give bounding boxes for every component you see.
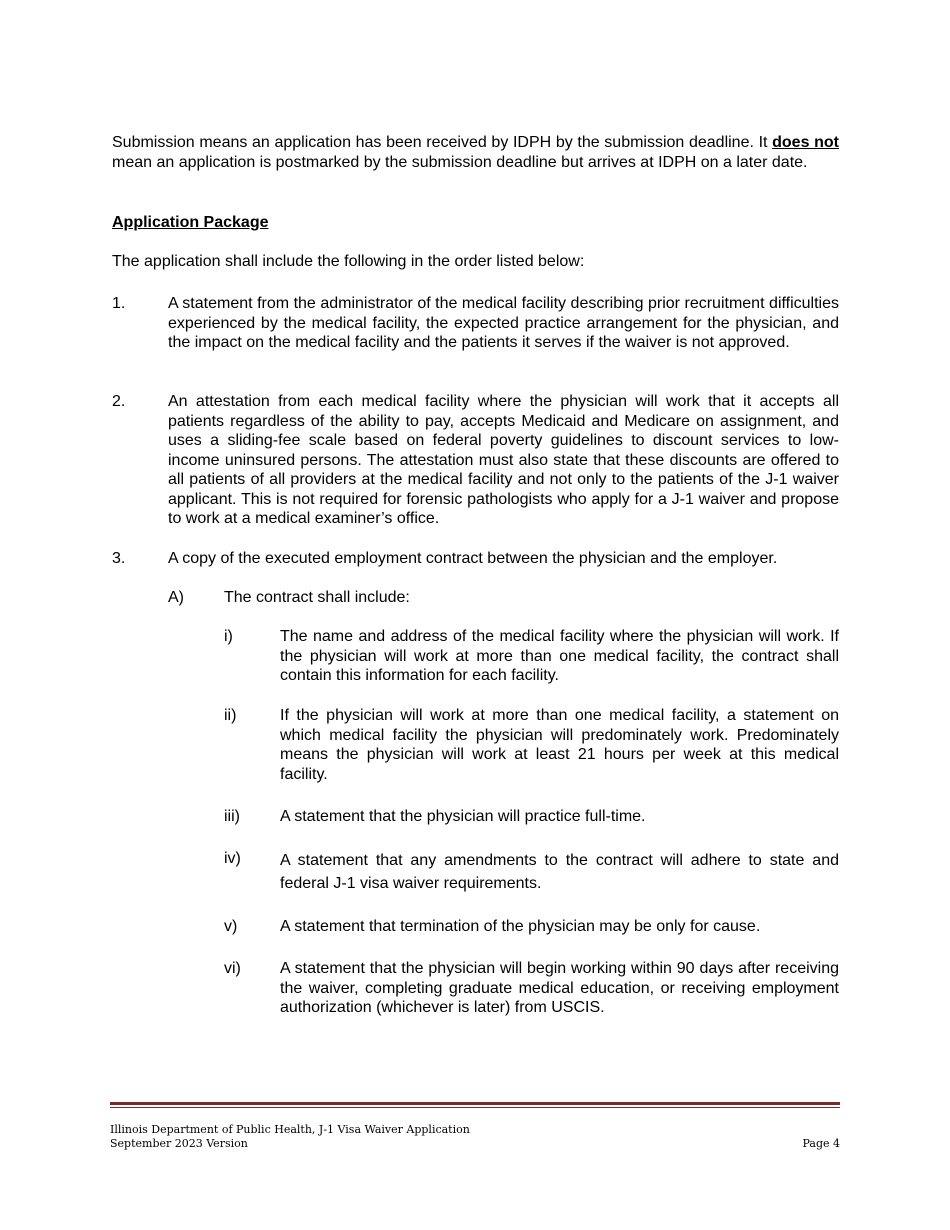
intro-text-a: Submission means an application has been received by IDPH by the submission deadline. It [112,134,773,151]
list-text: A copy of the executed employment contract between the physician and the employer. [168,550,778,567]
footer-org-line: Illinois Department of Public Health, J-1 Visa Waiver Application [110,1123,470,1136]
page-number: Page 4 [802,1137,840,1150]
sub-text: The contract shall include: [224,589,410,606]
roman-number: iv) [224,850,241,867]
roman-text: If the physician will work at more than one medical facility, a statement on which medical facility the physician will predominately work. Predominately means the physician will work at least 21 hours per week at this medical facility. [280,707,839,783]
list-text: A statement from the administrator of the medical facility describing prior recruitment difficulties experienced by the medical facility, the expected practice arrangement for the physician, and the impact on the medical facility and the patients it serves if the waiver is not approved. [168,295,839,351]
section-lead: The application shall include the following in the order listed below: [112,253,585,270]
sub-number: A) [168,589,184,606]
intro-text-b: mean an application is postmarked by the submission deadline but arrives at IDPH on a later date. [112,153,808,171]
roman-text: A statement that the physician will begin working within 90 days after receiving the waiver, completing graduate medical education, or receiving employment authorization (whichever is later) from USCIS. [280,960,839,1016]
section-heading: Application Package [112,214,269,231]
list-number: 1. [112,295,126,312]
roman-text: A statement that the physician will practice full-time. [280,808,646,825]
intro-emphasis: does not [772,134,839,151]
roman-number: vi) [224,960,241,977]
list-text: An attestation from each medical facility where the physician will work that it accepts all patients regardless of the ability to pay, accepts Medicaid and Medicare on assignment, and uses a sliding-fee scale based on federal poverty guidelines to discount services to low-income uninsured persons. The attestation must also state that these discounts are offered to all patients of all providers at the medical facility and not only to the patients of the J-1 waiver applicant. This is not required for forensic pathologists who apply for a J-1 waiver and propose to work at a medical examiner’s office. [168,393,839,527]
intro-paragraph [112,133,839,172]
list-number: 2. [112,393,126,410]
footer-rule-thin [110,1107,840,1108]
roman-number: v) [224,918,238,935]
footer-rule-thick [110,1102,840,1105]
list-number: 3. [112,550,126,567]
roman-text: A statement that any amendments to the contract will adhere to state and federal J-1 visa waiver requirements. [280,852,839,892]
footer-version-line: September 2023 Version [110,1137,248,1150]
roman-text: The name and address of the medical facility where the physician will work. If the physician will work at more than one medical facility, the contract shall contain this information for each facility. [280,628,839,684]
roman-text: A statement that termination of the physician may be only for cause. [280,918,761,935]
page-footer [110,1123,840,1151]
roman-number: ii) [224,707,237,724]
roman-number: i) [224,628,233,645]
roman-number: iii) [224,808,240,825]
